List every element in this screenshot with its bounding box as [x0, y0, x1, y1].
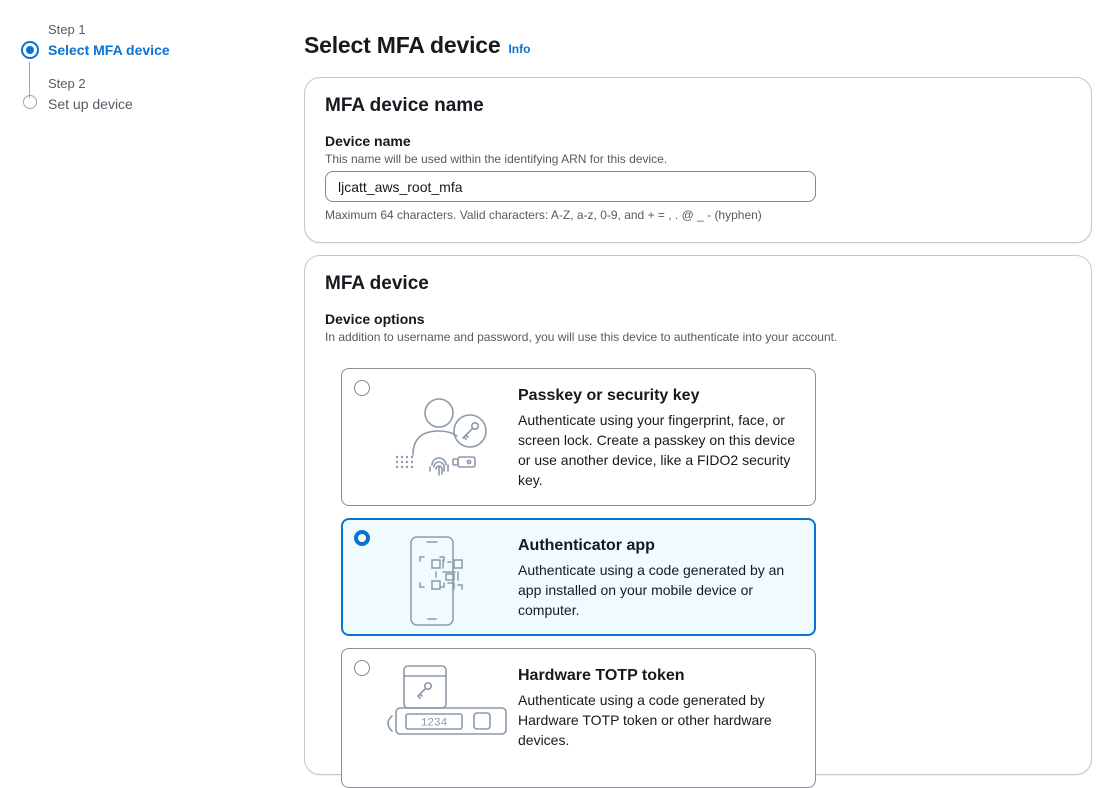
option-authenticator-app-description: Authenticate using a code generated by an app installed on your mobile device or computer.: [518, 562, 785, 618]
option-passkey-tile[interactable]: [341, 368, 816, 506]
option-authenticator-app-title: Authenticator app: [518, 537, 655, 554]
option-hardware-totp-description: Authenticate using a code generated by Hardware TOTP token or other hardware devices.: [518, 692, 772, 748]
info-link[interactable]: Info: [508, 42, 531, 56]
device-name-input[interactable]: [325, 171, 816, 202]
device-name-constraint: Maximum 64 characters. Valid characters: A-Z, a-z, 0-9, and + = , . @ _ - (hyphen): [325, 208, 762, 222]
authenticator-app-icon: [382, 531, 512, 641]
step-2-title: Set up device: [48, 96, 133, 112]
step-1: [20, 22, 260, 59]
option-authenticator-app-radio[interactable]: [354, 530, 370, 546]
wizard-steps: [20, 22, 260, 113]
step-2: [20, 76, 260, 113]
option-hardware-totp-radio[interactable]: [354, 660, 370, 676]
option-authenticator-app-tile[interactable]: [341, 518, 816, 636]
step-2-caption: Step 2: [48, 76, 86, 91]
step-inactive-indicator-icon: [23, 95, 37, 109]
mfa-device-name-container: [304, 77, 1092, 243]
option-passkey-radio[interactable]: [354, 380, 370, 396]
token-display-text: 1234: [420, 717, 448, 730]
page-title: Select MFA device: [304, 32, 501, 58]
device-options-label: Device options: [325, 311, 425, 327]
step-1-title: Select MFA device: [48, 42, 170, 58]
option-passkey-description: Authenticate using your fingerprint, face, or screen lock. Create a passkey on this device or use another device, like a FIDO2 security key.: [518, 412, 796, 488]
device-name-description: This name will be used within the identifying ARN for this device.: [325, 152, 668, 166]
step-1-caption: Step 1: [48, 22, 86, 37]
mfa-device-heading: MFA device: [325, 273, 429, 294]
mfa-device-container: [304, 255, 1092, 775]
device-name-label: Device name: [325, 133, 411, 149]
hardware-token-icon: [382, 661, 512, 771]
option-passkey-title: Passkey or security key: [518, 387, 700, 404]
step-active-indicator-icon: [21, 41, 39, 59]
device-options-description: In addition to username and password, you will use this device to authenticate into your account.: [325, 330, 838, 344]
option-hardware-totp-title: Hardware TOTP token: [518, 667, 685, 684]
passkey-icon: [382, 381, 512, 491]
page-header: [304, 32, 530, 59]
option-hardware-totp-tile[interactable]: [341, 648, 816, 788]
mfa-device-name-heading: MFA device name: [325, 95, 484, 116]
